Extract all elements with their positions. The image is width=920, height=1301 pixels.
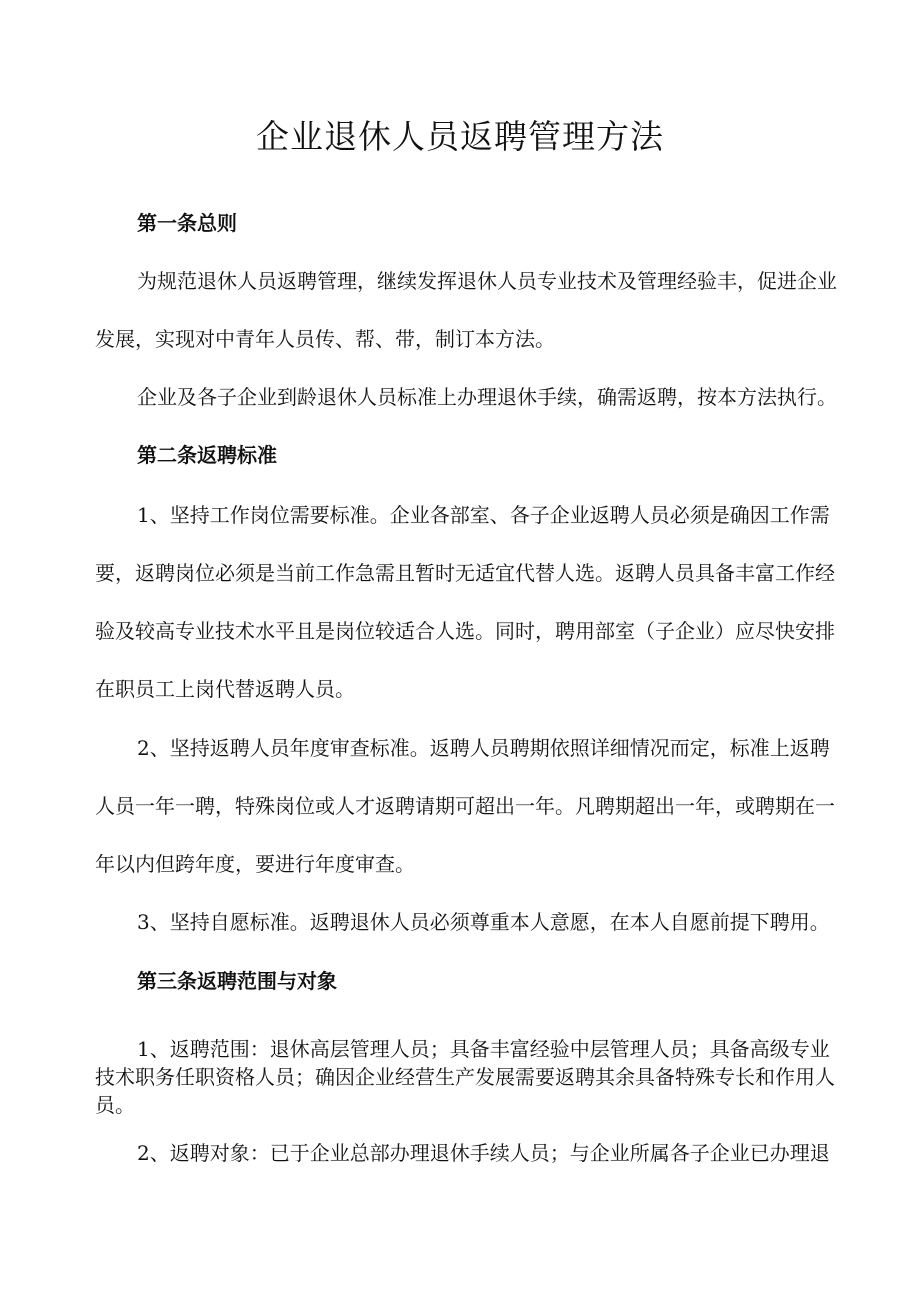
- article-3-item-2-line-1: 2、返聘对象：已于企业总部办理退休手续人员；与企业所属各子企业已办理退: [137, 1141, 830, 1165]
- article-2-item-1-line-2: 要，返聘岗位必须是当前工作急需且暂时无适宜代替人选。返聘人员具备丰富工作经: [95, 561, 835, 585]
- article-3-heading: 第三条返聘范围与对象: [137, 969, 337, 993]
- article-2-item-3-line-1: 3、坚持自愿标准。返聘退休人员必须尊重本人意愿，在本人自愿前提下聘用。: [137, 910, 830, 934]
- article-3-item-1-line-1: 1、返聘范围：退休高层管理人员；具备丰富经验中层管理人员；具备高级专业: [137, 1037, 830, 1061]
- article-2-item-1-line-4: 在职员工上岗代替返聘人员。: [95, 677, 355, 701]
- article-1-paragraph-2-line-1: 企业及各子企业到龄退休人员标准上办理退休手续，确需返聘，按本方法执行。: [137, 385, 837, 409]
- article-1-paragraph-1-line-1: 为规范退休人员返聘管理，继续发挥退休人员专业技术及管理经验丰，促进企业: [137, 269, 837, 293]
- article-2-heading: 第二条返聘标准: [137, 443, 277, 467]
- article-2-item-2-line-1: 2、坚持返聘人员年度审查标准。返聘人员聘期依照详细情况而定，标准上返聘: [137, 736, 830, 760]
- article-3-item-1-line-2: 技术职务任职资格人员；确因企业经营生产发展需要返聘其余具备特殊专长和作用人: [95, 1065, 835, 1089]
- article-1-heading: 第一条总则: [137, 211, 237, 235]
- article-2-item-2-line-2: 人员一年一聘，特殊岗位或人才返聘请期可超出一年。凡聘期超出一年，或聘期在一: [95, 794, 835, 818]
- article-1-paragraph-1-line-2: 发展，实现对中青年人员传、帮、带，制订本方法。: [95, 327, 555, 351]
- article-2-item-1-line-3: 验及较高专业技术水平且是岗位较适合人选。同时，聘用部室（子企业）应尽快安排: [95, 619, 835, 643]
- article-2-item-1-line-1: 1、坚持工作岗位需要标准。企业各部室、各子企业返聘人员必须是确因工作需: [137, 503, 830, 527]
- document-title: 企业退休人员返聘管理方法: [256, 117, 664, 156]
- article-2-item-2-line-3: 年以内但跨年度，要进行年度审查。: [95, 852, 415, 876]
- article-3-item-1-line-3: 员。: [95, 1093, 135, 1117]
